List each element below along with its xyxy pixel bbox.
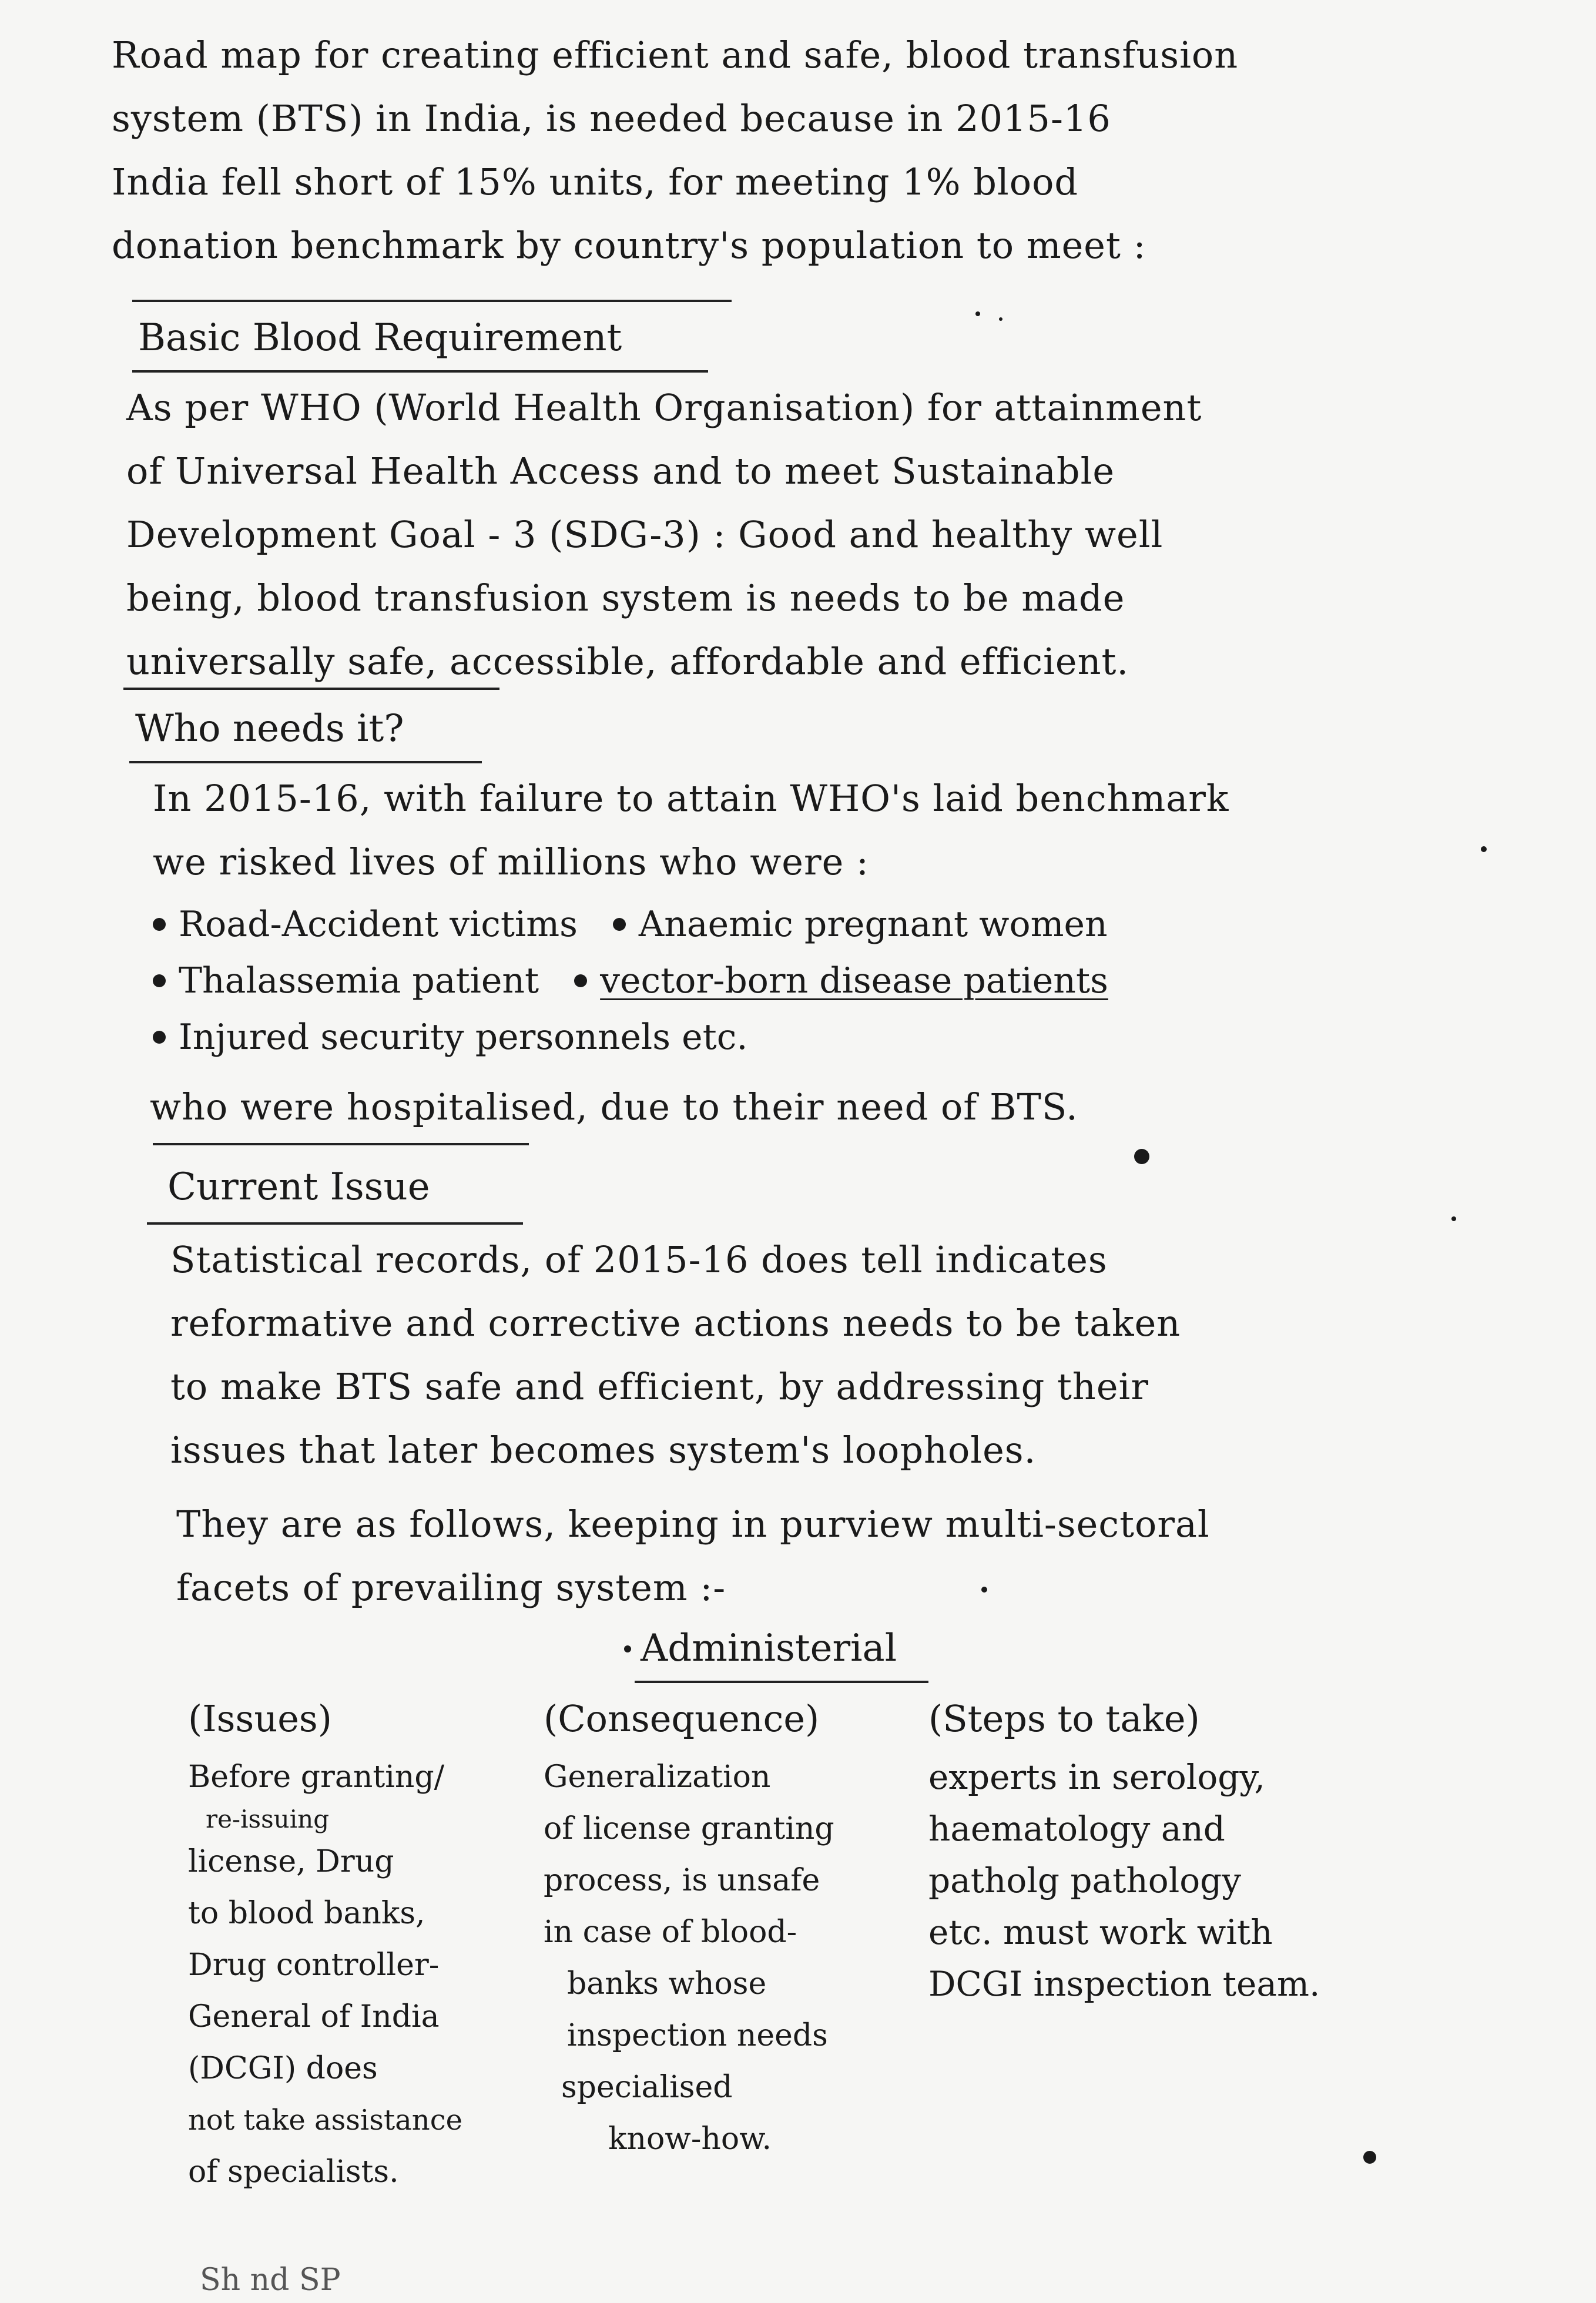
column-line: Generalization [544, 1759, 771, 1795]
bullet-icon [153, 918, 166, 931]
column-line: haematology and [928, 1809, 1225, 1849]
list-item [153, 953, 539, 1009]
column-line: to blood banks, [188, 1896, 425, 1931]
heading-underline [129, 761, 482, 763]
ink-speck [1451, 1216, 1456, 1221]
intro-paragraph [112, 24, 1481, 277]
column-line: not take assistance [188, 2104, 462, 2137]
column-line: of specialists. [188, 2154, 399, 2190]
column-line: Drug controller- [188, 1947, 440, 1983]
paragraph-line: facets of prevailing system :- [176, 1566, 726, 1609]
column-line: re-issuing [206, 1805, 330, 1833]
column-line: of license granting [544, 1811, 834, 1846]
title-underline [635, 1681, 928, 1683]
column-line: experts in serology, [928, 1757, 1265, 1797]
bullet-row [153, 896, 1504, 953]
paragraph-line: of Universal Health Access and to meet Sustainable [126, 450, 1115, 492]
column-line: know-how. [608, 2121, 772, 2157]
section-heading-current-issue: Current Issue [167, 1165, 430, 1209]
column-header: (Steps to take) [928, 1697, 1200, 1740]
who-needs-closing [150, 1075, 1519, 1139]
column-consequence [544, 1687, 920, 2165]
bullet-icon [153, 974, 166, 987]
section-heading-who-needs: Who needs it? [135, 707, 404, 750]
column-header: (Consequence) [544, 1697, 820, 1740]
column-line: patholg pathology [928, 1860, 1242, 1900]
who-needs-paragraph [153, 767, 1522, 894]
paragraph-line: They are as follows, keeping in purview multi-sectoral [176, 1503, 1210, 1546]
column-line: process, is unsafe [544, 1863, 820, 1898]
intro-line: India fell short of 15% units, for meeting 1% blood [112, 160, 1079, 203]
bullet-icon [613, 918, 626, 931]
column-line: etc. must work with [928, 1912, 1273, 1952]
column-line: license, Drug [188, 1844, 394, 1879]
list-item [574, 953, 1108, 1009]
footer-scrawl: Sh nd SP [200, 2262, 341, 2298]
list-item [153, 1009, 747, 1065]
column-line: Before granting/ [188, 1759, 445, 1795]
paragraph-line: universally safe, accessible, affordable and efficient. [126, 640, 1129, 683]
column-line: in case of blood- [544, 1915, 797, 1950]
intro-line: system (BTS) in India, is needed because in 2015-16 [112, 97, 1111, 140]
paragraph-line: As per WHO (World Health Organisation) for attainment [126, 386, 1202, 429]
column-line: General of India [188, 1999, 440, 2034]
column-line: (DCGI) does [188, 2051, 378, 2086]
intro-line: donation benchmark by country's population to meet : [112, 224, 1146, 267]
ink-speck [1481, 846, 1487, 852]
ink-speck [999, 317, 1002, 321]
list-item-text: Thalassemia patient [179, 960, 539, 1001]
current-issue-followup [176, 1493, 1545, 1620]
list-item [613, 896, 1108, 953]
ink-speck [981, 1587, 987, 1593]
paragraph-line: reformative and corrective actions needs to be taken [170, 1302, 1181, 1345]
paragraph-line: who were hospitalised, due to their need of BTS. [150, 1085, 1078, 1128]
ink-speck [1363, 2151, 1376, 2164]
bullet-icon [624, 1645, 631, 1652]
column-line: banks whose [567, 1966, 767, 2002]
paragraph-line: Statistical records, of 2015-16 does tell indicates [170, 1238, 1108, 1281]
bullet-row [153, 1009, 1504, 1065]
heading-underline [132, 300, 732, 302]
paragraph-line: In 2015-16, with failure to attain WHO's laid benchmark [153, 777, 1229, 820]
list-item-text: vector-born disease patients [600, 960, 1108, 1001]
column-issues [188, 1687, 564, 2198]
table-title: Administerial [641, 1627, 897, 1670]
list-item-text: Injured security personnels etc. [179, 1017, 748, 1058]
column-line: DCGI inspection team. [928, 1964, 1320, 2004]
current-issue-paragraph [170, 1228, 1540, 1482]
list-item-text: Road-Accident victims [179, 904, 578, 945]
bullet-list [153, 896, 1504, 1065]
column-line: specialised [561, 2070, 733, 2105]
paragraph-line: to make BTS safe and efficient, by addressing their [170, 1365, 1149, 1408]
bullet-row [153, 953, 1504, 1009]
bullet-icon [153, 1031, 166, 1044]
column-steps [928, 1687, 1457, 2010]
ink-dot [1134, 1149, 1149, 1164]
basic-requirement-paragraph [126, 376, 1496, 693]
paragraph-line: being, blood transfusion system is needs to be made [126, 576, 1125, 619]
list-item [153, 896, 578, 953]
paragraph-line: Development Goal - 3 (SDG-3) : Good and healthy well [126, 513, 1164, 556]
paragraph-line: issues that later becomes system's loopholes. [170, 1429, 1037, 1471]
intro-line: Road map for creating efficient and safe, blood transfusion [112, 33, 1239, 76]
heading-underline [132, 370, 708, 373]
heading-underline [147, 1222, 523, 1225]
list-item-text: Anaemic pregnant women [638, 904, 1108, 945]
column-line: inspection needs [567, 2018, 828, 2053]
heading-underline [153, 1143, 529, 1145]
section-heading-basic-requirement: Basic Blood Requirement [138, 316, 622, 360]
paragraph-line: we risked lives of millions who were : [153, 840, 869, 883]
bullet-icon [574, 974, 587, 987]
heading-underline [123, 688, 499, 690]
ink-speck [975, 311, 980, 316]
column-header: (Issues) [188, 1697, 332, 1740]
